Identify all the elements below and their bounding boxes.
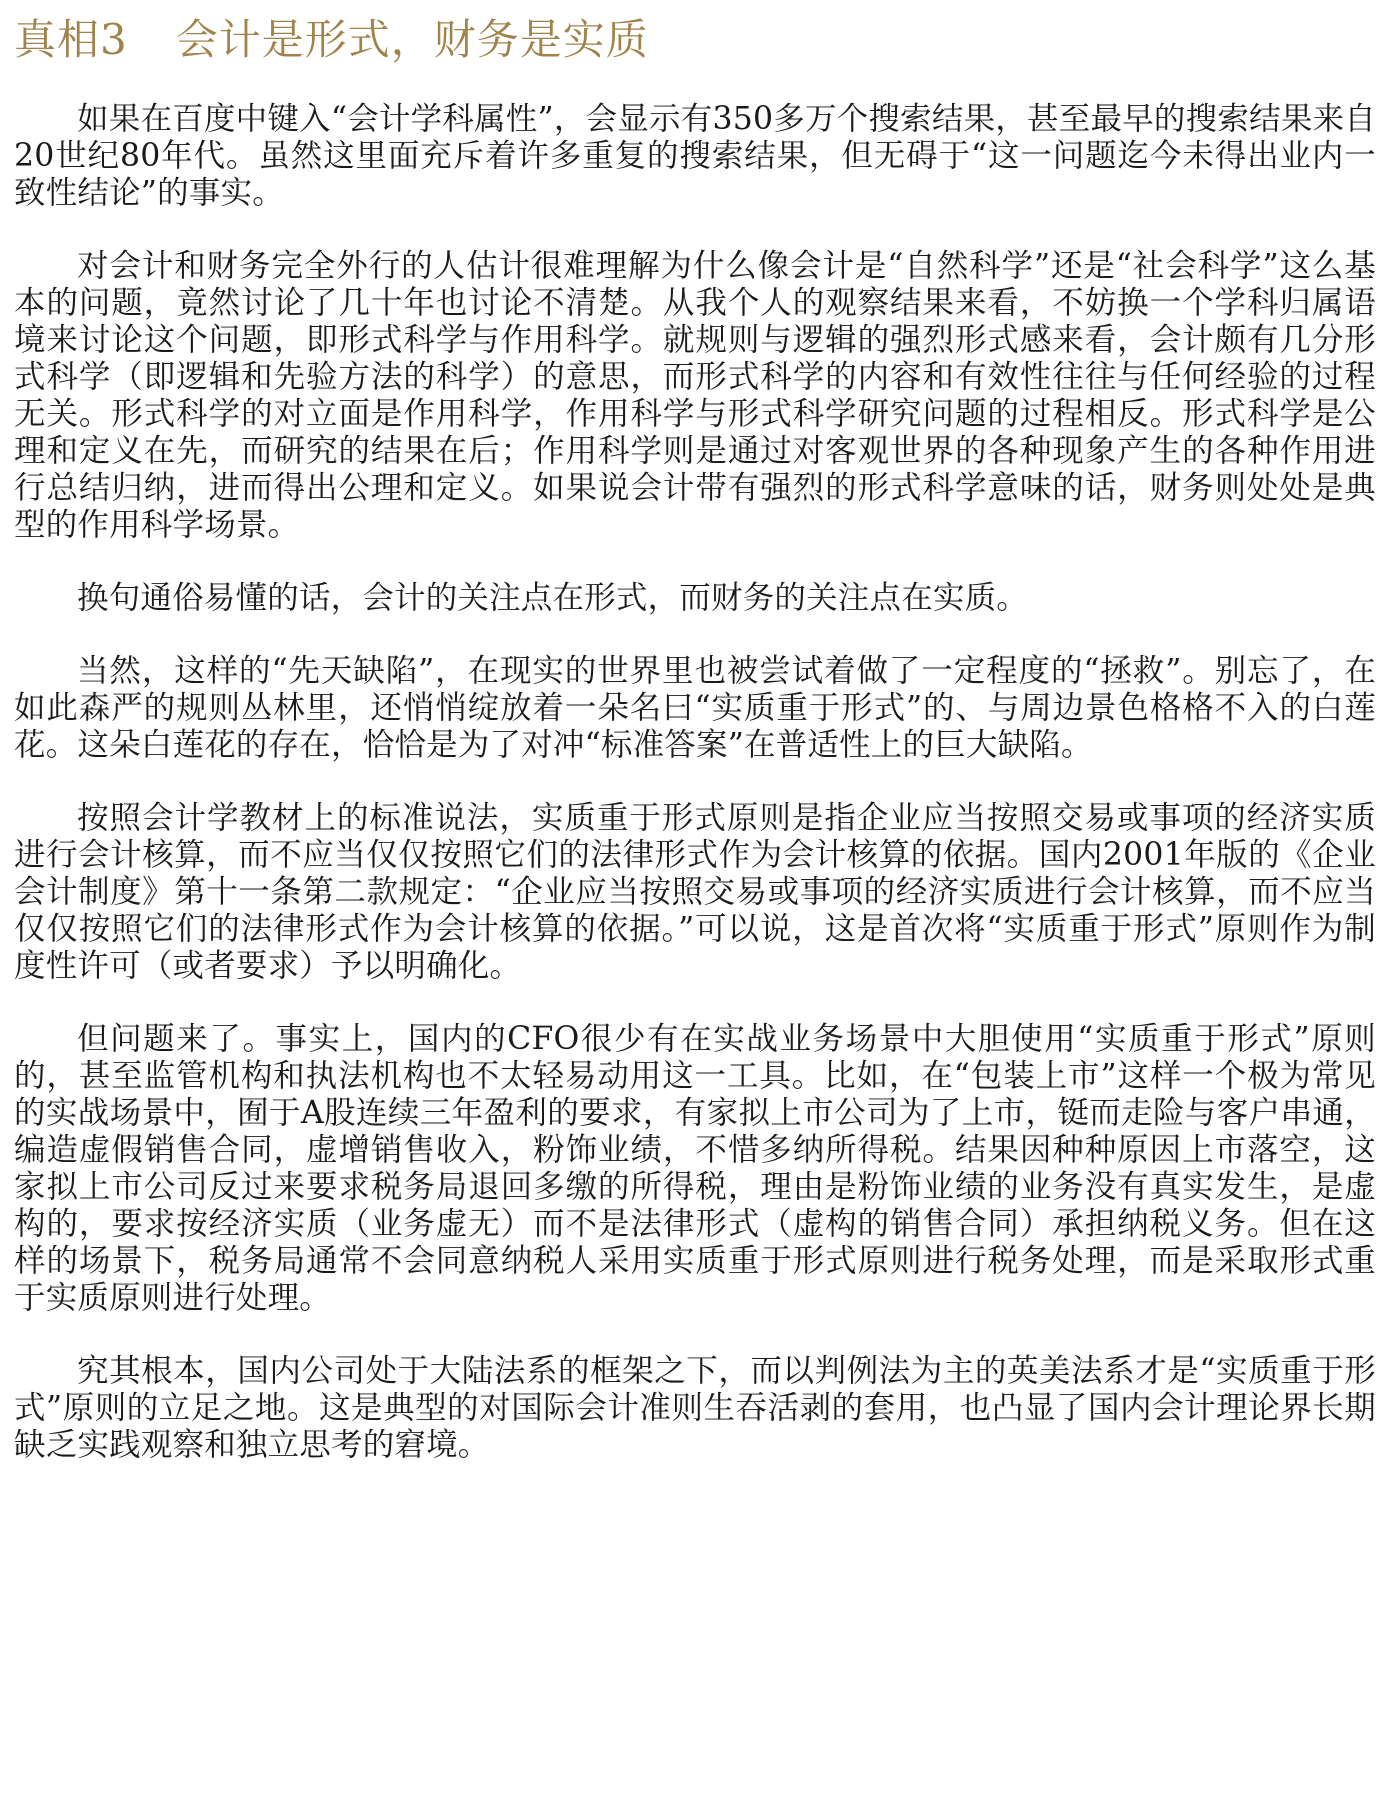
document-page xyxy=(14,12,1376,1500)
section-heading: 会计是形式，财务是实质 xyxy=(175,15,649,64)
paragraph-1: 如果在百度中键入“会计学科属性”，会显示有350多万个搜索结果，甚至最早的搜索结果来自20世纪80年代。虽然这里面充斥着许多重复的搜索结果，但无碍于“这一问题迄今未得出业内一致性结论”的事实。 xyxy=(14,101,1376,211)
paragraph-7: 究其根本，国内公司处于大陆法系的框架之下，而以判例法为主的英美法系才是“实质重于形式”原则的立足之地。这是典型的对国际会计准则生吞活剥的套用，也凸显了国内会计理论界长期缺乏实践观察和独立思考的窘境。 xyxy=(14,1353,1376,1463)
paragraph-4: 当然，这样的“先天缺陷”，在现实的世界里也被尝试着做了一定程度的“拯救”。别忘了，在如此森严的规则丛林里，还悄悄绽放着一朵名曰“实质重于形式”的、与周边景色格格不入的白莲花。这朵白莲花的存在，恰恰是为了对冲“标准答案”在普适性上的巨大缺陷。 xyxy=(14,653,1376,763)
section-number: 真相3 xyxy=(14,15,128,64)
paragraph-3: 换句通俗易懂的话，会计的关注点在形式，而财务的关注点在实质。 xyxy=(77,580,1029,616)
paragraph-2: 对会计和财务完全外行的人估计很难理解为什么像会计是“自然科学”还是“社会科学”这么基本的问题，竟然讨论了几十年也讨论不清楚。从我个人的观察结果来看，不妨换一个学科归属语境来讨论这个问题，即形式科学与作用科学。就规则与逻辑的强烈形式感来看，会计颇有几分形式科学（即逻辑和先验方法的科学）的意思，而形式科学的内容和有效性往往与任何经验的过程无关。形式科学的对立面是作用科学，作用科学与形式科学研究问题的过程相反。形式科学是公理和定义在先，而研究的结果在后；作用科学则是通过对客观世界的各种现象产生的各种作用进行总结归纳，进而得出公理和定义。如果说会计带有强烈的形式科学意味的话，财务则处处是典型的作用科学场景。 xyxy=(14,248,1376,543)
paragraph-6: 但问题来了。事实上，国内的CFO很少有在实战业务场景中大胆使用“实质重于形式”原则的，甚至监管机构和执法机构也不太轻易动用这一工具。比如，在“包装上市”这样一个极为常见的实战场景中，囿于A股连续三年盈利的要求，有家拟上市公司为了上市，铤而走险与客户串通，编造虚假销售合同，虚增销售收入，粉饰业绩，不惜多纳所得税。结果因种种原因上市落空，这家拟上市公司反过来要求税务局退回多缴的所得税，理由是粉饰业绩的业务没有真实发生，是虚构的，要求按经济实质（业务虚无）而不是法律形式（虚构的销售合同）承担纳税义务。但在这样的场景下，税务局通常不会同意纳税人采用实质重于形式原则进行税务处理，而是采取形式重于实质原则进行处理。 xyxy=(14,1021,1376,1316)
section-title xyxy=(14,12,1376,68)
paragraph-5: 按照会计学教材上的标准说法，实质重于形式原则是指企业应当按照交易或事项的经济实质进行会计核算，而不应当仅仅按照它们的法律形式作为会计核算的依据。国内2001年版的《企业会计制度》第十一条第二款规定：“企业应当按照交易或事项的经济实质进行会计核算，而不应当仅仅按照它们的法律形式作为会计核算的依据。”可以说，这是首次将“实质重于形式”原则作为制度性许可（或者要求）予以明确化。 xyxy=(14,800,1376,984)
